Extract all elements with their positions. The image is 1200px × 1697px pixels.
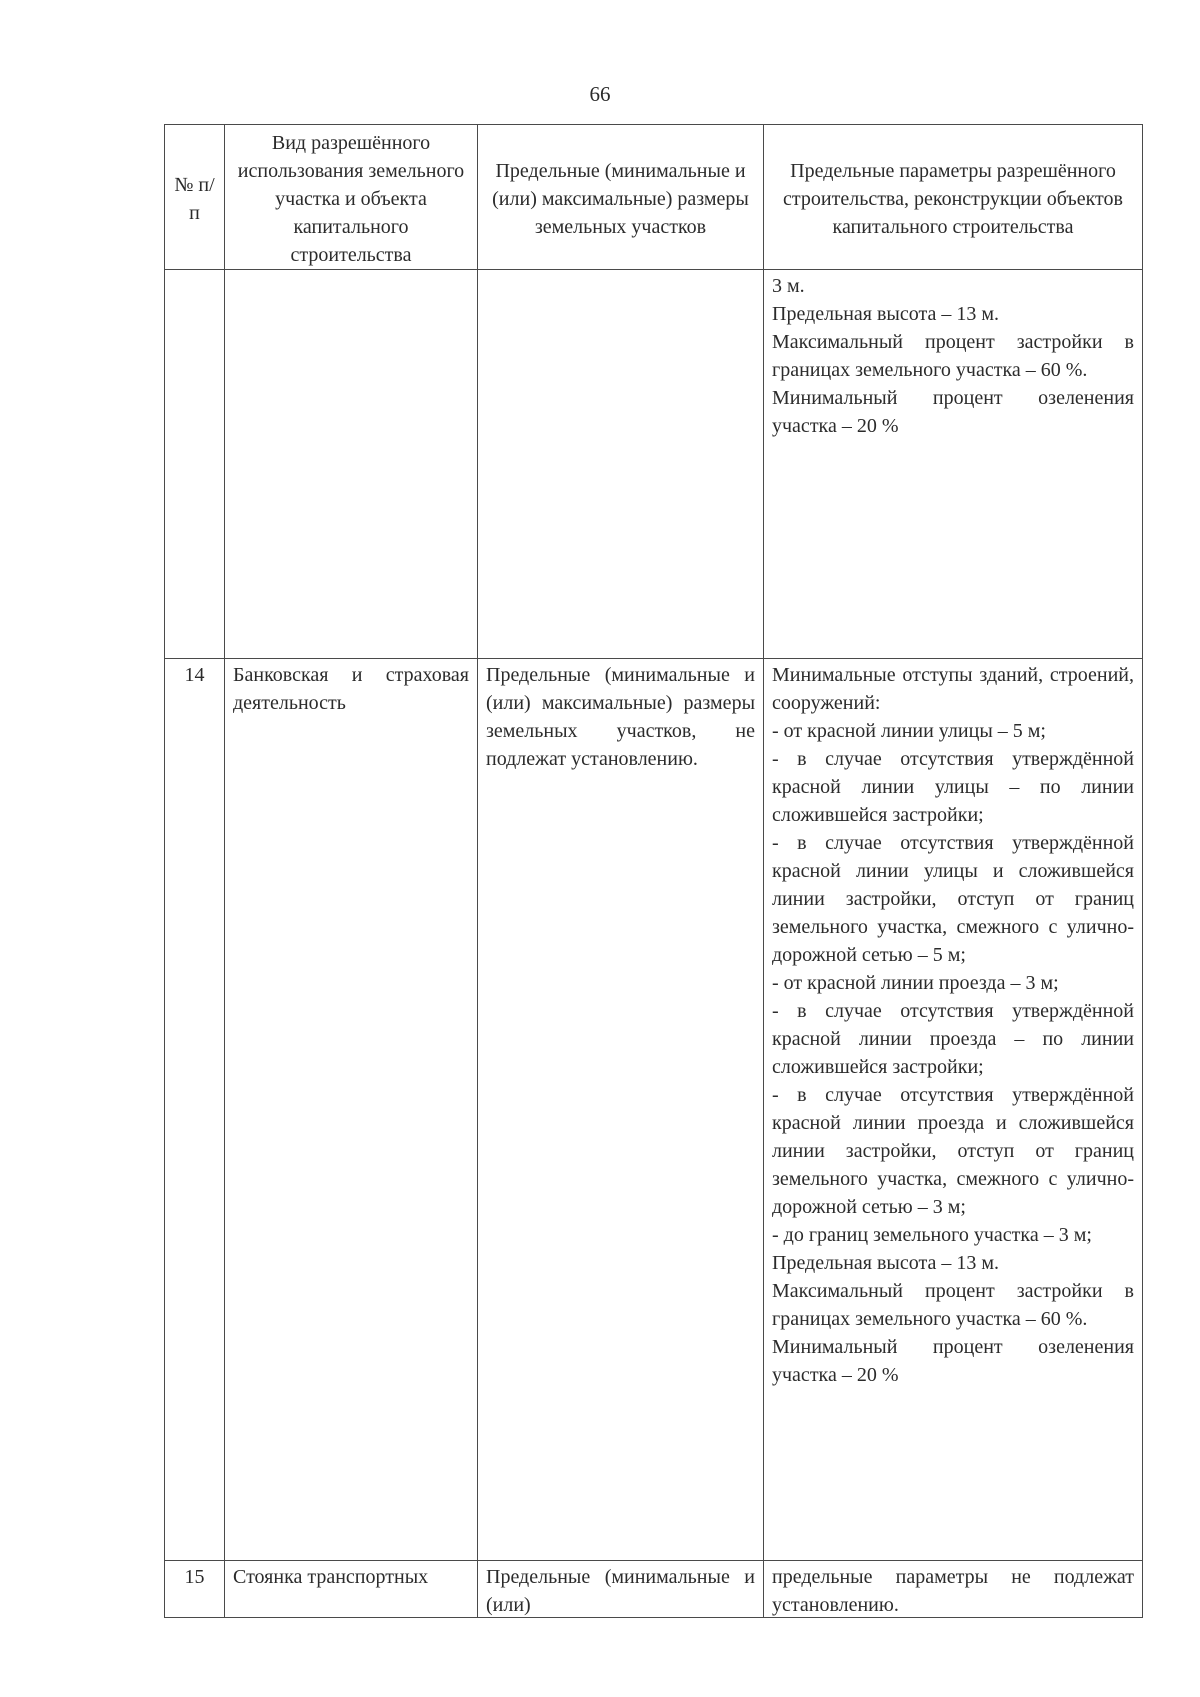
cell-use-type-empty <box>225 270 478 659</box>
header-build-params-label: Предельные параметры разрешённого строительства, реконструкции объектов капитального строительства <box>783 160 1123 238</box>
params-line: - в случае отсутствия утверждённой красной линии улицы – по линии сложившейся застройки; <box>772 748 1134 826</box>
cell-build-params <box>764 270 1143 659</box>
header-build-params <box>764 125 1143 270</box>
params-line: Максимальный процент застройки в границах земельного участка – 60 %. <box>772 331 1134 381</box>
params-line: Предельная высота – 13 м. <box>772 303 1000 325</box>
params-line: 3 м. <box>772 275 805 297</box>
cell-build-params <box>764 1561 1143 1618</box>
header-use-type-label: Вид разрешённого использования земельного участка и объекта капитального строительства <box>237 132 465 266</box>
table-row-14 <box>165 659 1143 1561</box>
params-line: - до границ земельного участка – 3 м; <box>772 1224 1092 1246</box>
header-plot-sizes <box>478 125 764 270</box>
cell-plot-sizes <box>478 1561 764 1618</box>
cell-num: 14 <box>165 659 225 1561</box>
table-row-15 <box>165 1561 1143 1618</box>
params-line: Максимальный процент застройки в границах земельного участка – 60 %. <box>772 1280 1134 1330</box>
cell-plot-sizes-text: Предельные (минимальные и (или) <box>486 1566 755 1616</box>
params-line: - в случае отсутствия утверждённой красной линии улицы и сложившейся линии застройки, отступ от границ земельного участка, смежного с улично-дорожной сетью – 5 м; <box>772 832 1134 966</box>
params-line: Предельная высота – 13 м. <box>772 1252 1000 1274</box>
params-line: Минимальные отступы зданий, строений, сооружений: <box>772 664 1134 714</box>
page-number: 66 <box>589 82 611 106</box>
params-line: - в случае отсутствия утверждённой красной линии проезда – по линии сложившейся застройки; <box>772 1000 1134 1078</box>
cell-num-empty <box>165 270 225 659</box>
cell-plot-sizes-empty <box>478 270 764 659</box>
cell-num-text: 15 <box>184 1566 205 1588</box>
table-row-continued <box>165 270 1143 659</box>
regulations-table <box>164 124 1143 1618</box>
params-line: - от красной линии проезда – 3 м; <box>772 972 1059 994</box>
header-num-label: № п/п <box>174 174 215 224</box>
header-plot-sizes-label: Предельные (минимальные и (или) максимальные) размеры земельных участков <box>492 160 749 238</box>
cell-use-type: Банковская и страховая деятельность <box>225 659 478 1561</box>
header-use-type <box>225 125 478 270</box>
cell-use-type-text: Стоянка транспортных <box>233 1566 429 1588</box>
params-line: Минимальный процент озеленения участка – 20 % <box>772 1336 1134 1386</box>
cell-build-params <box>764 659 1143 1561</box>
params-line: - в случае отсутствия утверждённой красной линии проезда и сложившейся линии застройки, отступ от границ земельного участка, смежного с улично-дорожной сетью – 3 м; <box>772 1084 1134 1218</box>
cell-plot-sizes: Предельные (минимальные и (или) максимальные) размеры земельных участков, не подлежат установлению. <box>478 659 764 1561</box>
table-header-row <box>165 125 1143 270</box>
cell-build-params-text: предельные параметры не подлежат установлению. <box>772 1566 1134 1616</box>
cell-num <box>165 1561 225 1618</box>
cell-use-type <box>225 1561 478 1618</box>
params-line: - от красной линии улицы – 5 м; <box>772 720 1046 742</box>
params-line: Минимальный процент озеленения участка – 20 % <box>772 387 1134 437</box>
header-num <box>165 125 225 270</box>
